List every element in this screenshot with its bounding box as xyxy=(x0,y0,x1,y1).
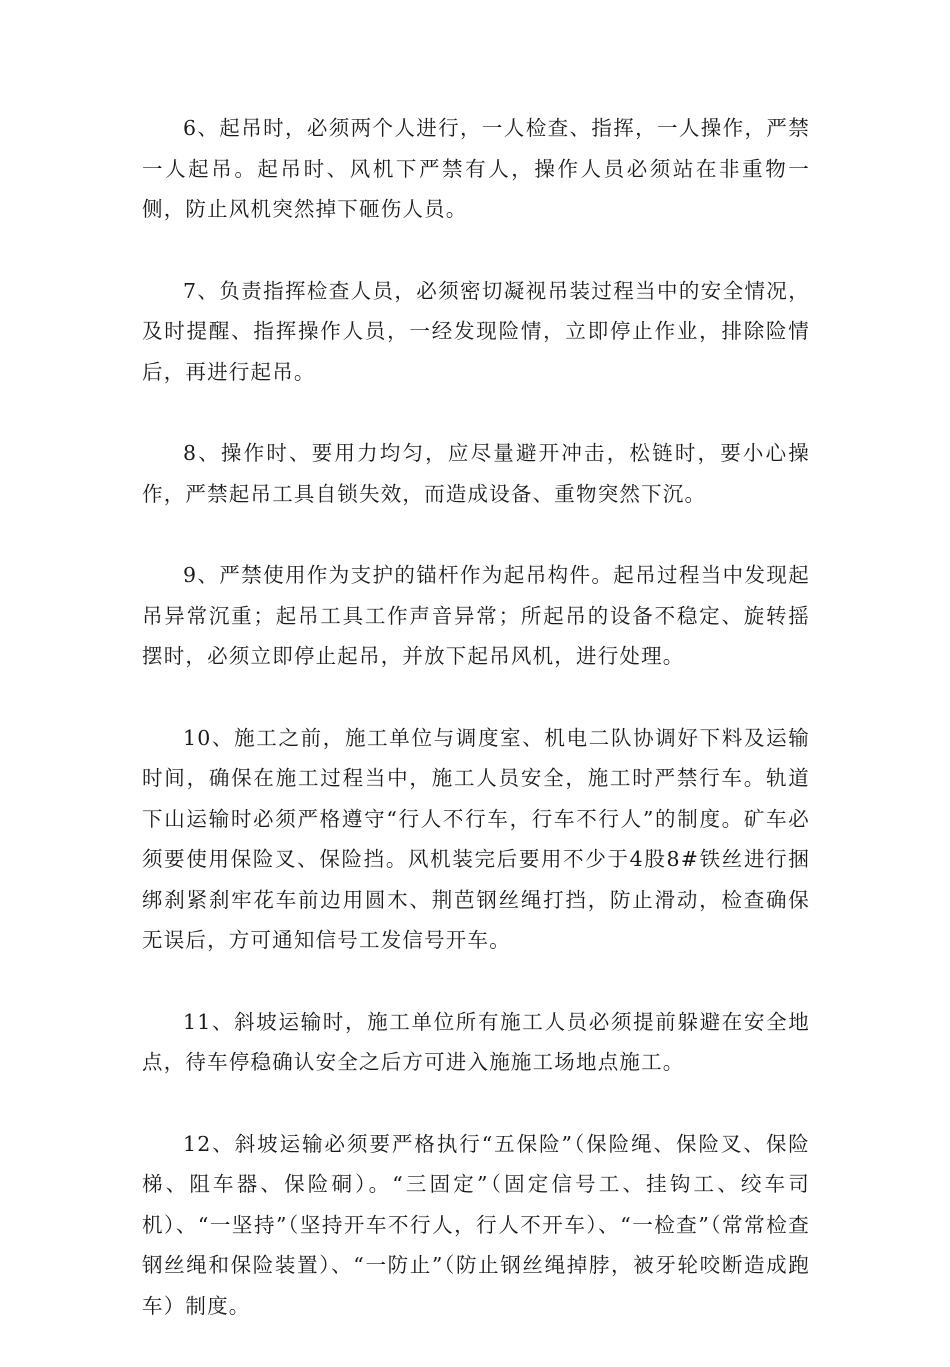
paragraph-6: 6、起吊时，必须两个人进行，一人检查、指挥，一人操作，严禁一人起吊。起吊时、风机下严禁有人，操作人员必须站在非重物一侧，防止风机突然掉下砸伤人员。 xyxy=(142,116,810,221)
paragraph-8: 8、操作时、要用力均匀，应尽量避开冲击，松链时，要小心操作，严禁起吊工具自锁失效，而造成设备、重物突然下沉。 xyxy=(142,441,810,506)
paragraph-10: 10、施工之前，施工单位与调度室、机电二队协调好下料及运输时间，确保在施工过程当中，施工人员安全，施工时严禁行车。轨道下山运输时必须严格遵守“行人不行车，行车不行人”的制度。矿车必须要使用保险叉、保险挡。风机装完后要用不少于4股8#铁丝进行捆绑刹紧刹牢花车前边用圆木、荆芭钢丝绳打挡，防止滑动，检查确保无误后，方可通知信号工发信号开车。 xyxy=(142,725,810,952)
paragraph-7: 7、负责指挥检查人员，必须密切凝视吊装过程当中的安全情况，及时提醒、指挥操作人员，一经发现险情，立即停止作业，排除险情后，再进行起吊。 xyxy=(142,278,810,384)
paragraph-12: 12、斜坡运输必须要严格执行“五保险”（保险绳、保险叉、保险梯、阻车器、保险硐）。“三固定”（固定信号工、挂钩工、绞车司机）、“一坚持”（坚持开车不行人，行人不开车）、“一检查”（常常检查钢丝绳和保险装置）、“一防止”（防止钢丝绳掉脖，被牙轮咬断造成跑车）制度。 xyxy=(142,1131,810,1318)
document-body xyxy=(142,108,810,1367)
paragraph-9: 9、严禁使用作为支护的锚杆作为起吊构件。起吊过程当中发现起吊异常沉重；起吊工具工作声音异常；所起吊的设备不稳定、旋转摇摆时，必须立即停止起吊，并放下起吊风机，进行处理。 xyxy=(142,563,810,668)
paragraph-11: 11、斜坡运输时，施工单位所有施工人员必须提前躲避在安全地点，待车停稳确认安全之后方可进入施施工场地点施工。 xyxy=(142,1009,810,1074)
